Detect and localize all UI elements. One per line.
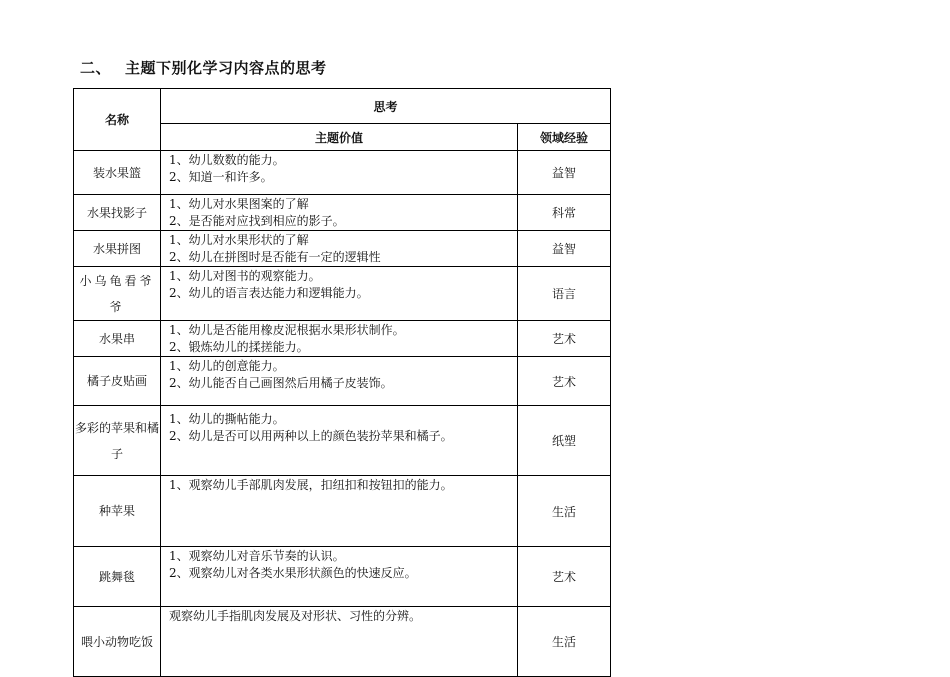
table-row [74, 231, 611, 267]
activity-name: 橘子皮贴画 [74, 357, 161, 406]
theme-value [161, 357, 518, 406]
activity-name: 水果拼图 [74, 231, 161, 267]
theme-value [161, 476, 518, 547]
value-line: 2、幼儿在拼图时是否能有一定的逻辑性 [169, 250, 381, 264]
activity-name: 多彩的苹果和橘子 [74, 406, 161, 476]
theme-value [161, 267, 518, 321]
theme-value [161, 607, 518, 677]
value-line: 2、锻炼幼儿的揉搓能力。 [169, 340, 309, 354]
activity-name: 小乌龟看爷爷 [74, 267, 161, 321]
value-line: 2、知道一和许多。 [169, 170, 273, 184]
value-line: 1、幼儿对水果形状的了解 [169, 233, 309, 247]
activity-name: 装水果篮 [74, 151, 161, 195]
theme-value [161, 151, 518, 195]
value-line: 观察幼儿手指肌肉发展及对形状、习性的分辨。 [169, 609, 422, 623]
table-row [74, 476, 611, 547]
value-line: 1、幼儿的创意能力。 [169, 359, 285, 373]
value-line: 1、幼儿的撕帖能力。 [169, 412, 285, 426]
table-row [74, 151, 611, 195]
domain-label: 益智 [518, 231, 611, 267]
table-row [74, 267, 611, 321]
table-row [74, 357, 611, 406]
domain-label: 纸塑 [518, 406, 611, 476]
activity-name: 水果找影子 [74, 195, 161, 231]
table-row [74, 321, 611, 357]
content-table [73, 88, 611, 677]
domain-label: 益智 [518, 151, 611, 195]
theme-value [161, 231, 518, 267]
domain-label: 科常 [518, 195, 611, 231]
theme-value [161, 547, 518, 607]
table-row [74, 406, 611, 476]
value-line: 2、幼儿的语言表达能力和逻辑能力。 [169, 286, 369, 300]
value-line: 2、幼儿能否自己画图然后用橘子皮装饰。 [169, 376, 393, 390]
header-row-top [74, 89, 611, 124]
value-line: 1、幼儿是否能用橡皮泥根据水果形状制作。 [169, 323, 405, 337]
table-row [74, 547, 611, 607]
section-number: 二、 [80, 59, 112, 77]
header-value: 主题价值 [161, 124, 518, 151]
value-line: 1、观察幼儿手部肌肉发展，扣纽扣和按钮扣的能力。 [169, 478, 453, 492]
header-name: 名称 [74, 89, 161, 151]
header-thinking: 思考 [161, 89, 611, 124]
value-line: 1、幼儿数数的能力。 [169, 153, 285, 167]
activity-name: 喂小动物吃饭 [74, 607, 161, 677]
activity-name: 水果串 [74, 321, 161, 357]
table-row [74, 195, 611, 231]
domain-label: 艺术 [518, 357, 611, 406]
theme-value [161, 195, 518, 231]
value-line: 1、幼儿对图书的观察能力。 [169, 269, 321, 283]
value-line: 1、幼儿对水果图案的了解 [169, 197, 309, 211]
value-line: 2、幼儿是否可以用两种以上的颜色装扮苹果和橘子。 [169, 429, 453, 443]
section-title: 主题下别化学习内容点的思考 [125, 59, 327, 77]
domain-label: 语言 [518, 267, 611, 321]
activity-name: 跳舞毯 [74, 547, 161, 607]
activity-name: 种苹果 [74, 476, 161, 547]
table-row [74, 607, 611, 677]
domain-label: 艺术 [518, 321, 611, 357]
header-domain: 领域经验 [518, 124, 611, 151]
value-line: 1、观察幼儿对音乐节奏的认识。 [169, 549, 345, 563]
theme-value [161, 321, 518, 357]
value-line: 2、观察幼儿对各类水果形状颜色的快速反应。 [169, 566, 417, 580]
theme-value [161, 406, 518, 476]
domain-label: 生活 [518, 476, 611, 547]
domain-label: 艺术 [518, 547, 611, 607]
section-heading [80, 57, 327, 78]
value-line: 2、是否能对应找到相应的影子。 [169, 214, 345, 228]
domain-label: 生活 [518, 607, 611, 677]
